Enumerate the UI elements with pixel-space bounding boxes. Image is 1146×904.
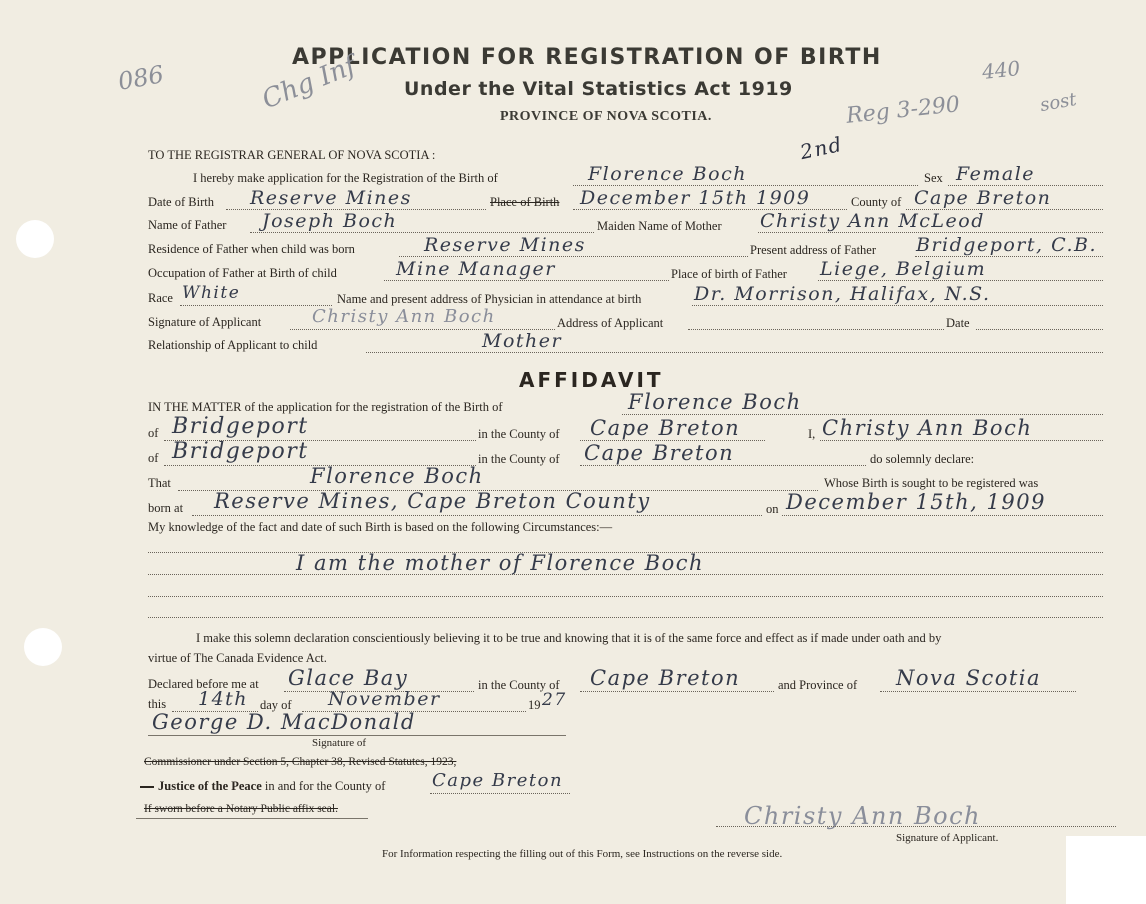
whose-birth-label: Whose Birth is sought to be registered was xyxy=(824,476,1039,490)
declarant-value: Christy Ann Boch xyxy=(822,416,1033,440)
justice-county-label: in and for the County of xyxy=(264,779,386,793)
relationship-value: Mother xyxy=(482,330,563,352)
place-of-birth-value: December 15th 1909 xyxy=(580,187,811,209)
declare-label: do solemnly declare: xyxy=(870,452,975,466)
place-of-birth-label: Place of Birth xyxy=(490,195,560,209)
punch-hole xyxy=(24,628,62,666)
register-note-suffix: sost xyxy=(1038,88,1079,117)
dotted-line xyxy=(180,305,332,306)
month-value: November xyxy=(328,688,441,710)
matter-label: IN THE MATTER of the application for the registration of the Birth of xyxy=(148,400,503,414)
justice-line xyxy=(140,779,385,794)
physician-label: Name and present address of Physician in attendance at birth xyxy=(337,292,642,306)
solemn-declaration: I make this solemn declaration conscientiously believing it to be true and knowing that it is of the same force and effect as if made under oath and by xyxy=(196,631,942,645)
knowledge-label: My knowledge of the fact and date of such Birth is based on the following Circumstances:— xyxy=(148,520,613,534)
day-of-label: day of xyxy=(260,698,292,712)
dotted-line xyxy=(250,232,594,233)
dotted-line xyxy=(573,185,918,186)
present-address-value: Bridgeport, C.B. xyxy=(916,234,1097,256)
dotted-line xyxy=(399,256,748,257)
applicant-signature: Christy Ann Boch xyxy=(744,802,981,830)
registrar-address: TO THE REGISTRAR GENERAL OF NOVA SCOTIA : xyxy=(148,148,436,162)
solemn-declaration-cont: virtue of The Canada Evidence Act. xyxy=(148,651,327,665)
applicant-address-label: Address of Applicant xyxy=(557,316,664,330)
dotted-line xyxy=(366,352,1103,353)
second-note: 2nd xyxy=(797,131,845,165)
county-value: Cape Breton xyxy=(590,666,741,690)
commissioner-line: Commissioner under Section 5, Chapter 38, Revised Statutes, 1923, xyxy=(144,756,457,768)
dotted-line xyxy=(688,329,944,330)
county-value: Cape Breton xyxy=(590,416,741,440)
dob-label: Date of Birth xyxy=(148,195,214,209)
dotted-line xyxy=(716,826,1116,827)
county-label: in the County of xyxy=(478,678,560,692)
present-address-label: Present address of Father xyxy=(750,243,877,257)
that-label: That xyxy=(148,476,171,490)
county-value: Cape Breton xyxy=(584,441,735,465)
commissioner-signature: George D. MacDonald xyxy=(152,710,416,734)
dotted-line xyxy=(976,329,1103,330)
father-value: Joseph Boch xyxy=(262,210,398,232)
dotted-line xyxy=(948,185,1103,186)
dotted-line xyxy=(430,793,570,794)
born-at-value: Reserve Mines, Cape Breton County xyxy=(214,489,651,513)
residence-value: Reserve Mines xyxy=(424,234,586,256)
justice-of-peace: Justice of the Peace xyxy=(158,779,262,793)
sex-value: Female xyxy=(956,163,1036,185)
form-subtitle: Under the Vital Statistics Act 1919 xyxy=(404,78,793,100)
child-name-value: Florence Boch xyxy=(588,163,747,185)
punch-hole xyxy=(16,220,54,258)
born-at-label: born at xyxy=(148,501,184,515)
on-label: on xyxy=(766,502,779,516)
register-note: Reg 3-290 xyxy=(845,92,962,129)
strike-mark xyxy=(140,786,154,788)
dotted-line xyxy=(692,305,1103,306)
physician-value: Dr. Morrison, Halifax, N.S. xyxy=(694,283,991,305)
notary-line: If sworn before a Notary Public affix seal. xyxy=(144,803,338,815)
day-value: 14th xyxy=(198,688,249,710)
of-label: of xyxy=(148,451,159,465)
dotted-line xyxy=(820,440,1103,441)
dotted-line xyxy=(580,691,774,692)
year-value: 27 xyxy=(542,690,567,710)
mother-value: Christy Ann McLeod xyxy=(760,210,985,232)
occupation-value: Mine Manager xyxy=(396,258,556,280)
sex-label: Sex xyxy=(924,171,943,185)
relationship-label: Relationship of Applicant to child xyxy=(148,338,318,352)
applicant-signature-value: Christy Ann Boch xyxy=(312,306,496,327)
applicant-signature-label: Signature of Applicant xyxy=(148,315,262,329)
dob-value: Reserve Mines xyxy=(250,187,412,209)
dotted-line xyxy=(580,465,866,466)
dotted-line xyxy=(915,256,1103,257)
dotted-line xyxy=(818,280,1103,281)
applicant-signature-label: Signature of Applicant. xyxy=(896,832,999,844)
affidavit-heading: AFFIDAVIT xyxy=(519,368,664,392)
of-label: of xyxy=(148,426,159,440)
declared-label: Declared before me at xyxy=(148,677,259,691)
justice-county-value: Cape Breton xyxy=(432,770,564,791)
circumstance-value: I am the mother of Florence Boch xyxy=(296,551,705,575)
dotted-line xyxy=(880,691,1076,692)
matter-value: Florence Boch xyxy=(628,390,802,414)
footer-instructions: For Information respecting the filling out of this Form, see Instructions on the reverse side. xyxy=(382,848,783,860)
residence-label: Residence of Father when child was born xyxy=(148,242,355,256)
mother-label: Maiden Name of Mother xyxy=(597,219,722,233)
county-value: Cape Breton xyxy=(914,187,1052,209)
county-label: County of xyxy=(851,195,902,209)
county-label: in the County of xyxy=(478,452,560,466)
dotted-line xyxy=(192,515,762,516)
occupation-label: Occupation of Father at Birth of child xyxy=(148,266,337,280)
change-note: Chg Inf xyxy=(257,50,361,116)
province-value: Nova Scotia xyxy=(896,666,1042,690)
race-value: White xyxy=(182,283,241,303)
form-title: APPLICATION FOR REGISTRATION OF BIRTH xyxy=(292,45,882,70)
signature-line xyxy=(148,735,566,736)
intro-label: I hereby make application for the Registration of the Birth of xyxy=(193,171,498,185)
father-label: Name of Father xyxy=(148,218,227,232)
dotted-line xyxy=(758,232,1103,233)
folded-corner xyxy=(1066,836,1146,904)
notary-strike-line xyxy=(136,818,368,819)
that-value: Florence Boch xyxy=(310,464,484,488)
father-birthplace-label: Place of birth of Father xyxy=(671,267,787,281)
date-label: Date xyxy=(946,316,970,330)
declarant-label: I, xyxy=(808,427,816,441)
dotted-line xyxy=(148,596,1103,597)
province-heading: PROVINCE OF NOVA SCOTIA. xyxy=(500,109,712,124)
signature-of-label: Signature of xyxy=(312,737,367,749)
number-note: 440 xyxy=(980,56,1022,84)
on-value: December 15th, 1909 xyxy=(786,490,1046,514)
county-label: in the County of xyxy=(478,427,560,441)
declared-value: Glace Bay xyxy=(288,666,409,690)
province-label: and Province of xyxy=(778,678,858,692)
file-number-note: 086 xyxy=(115,60,166,96)
dotted-line xyxy=(148,617,1103,618)
dotted-line xyxy=(782,515,1103,516)
of-value: Bridgeport xyxy=(172,439,309,464)
dotted-line xyxy=(622,414,1103,415)
father-birthplace-value: Liege, Belgium xyxy=(820,258,987,280)
this-label: this xyxy=(148,697,167,711)
race-label: Race xyxy=(148,291,173,305)
of-value: Bridgeport xyxy=(172,414,309,439)
year-prefix: 19 xyxy=(528,698,541,712)
dotted-line xyxy=(384,280,669,281)
